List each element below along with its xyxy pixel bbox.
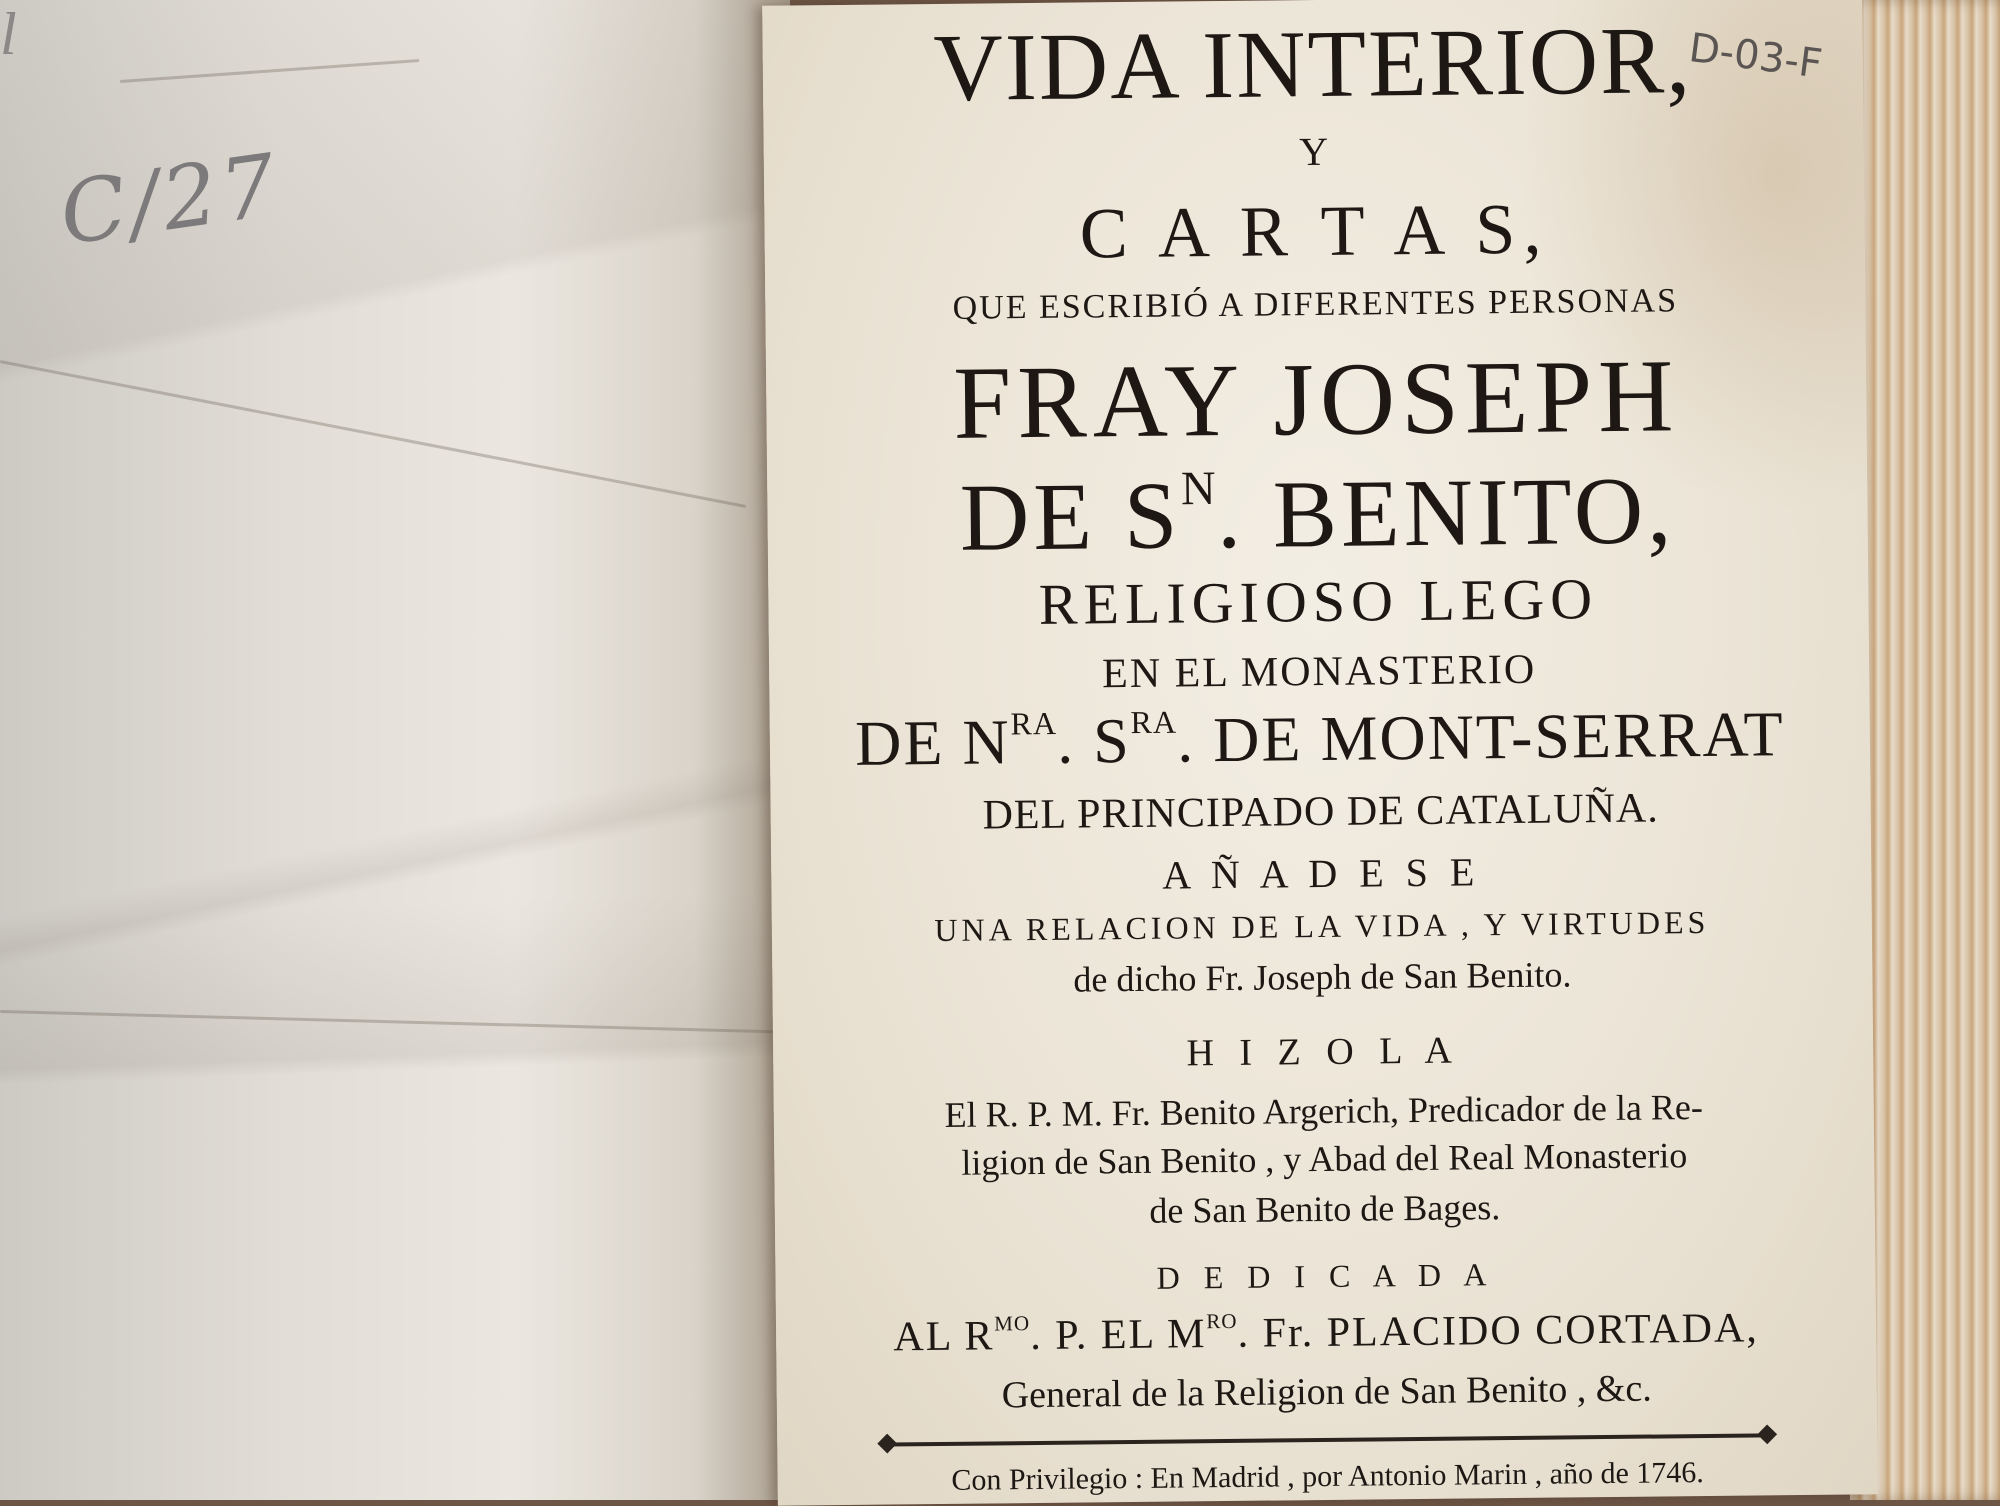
pencil-corner-mark: l [0, 1, 17, 67]
monastery-line-2: DE $N^{RA}$. $S^{RA}$. DE MONT-SERRAT [854, 698, 1785, 779]
title-line-2: Y [1299, 128, 1329, 175]
paper-crease [0, 360, 746, 508]
author-role: RELIGIOSO LEGO [1038, 566, 1599, 637]
addendum-heading: A Ñ A D E S E [1162, 849, 1481, 898]
addendum-line-1: UNA RELACION DE LA VIDA , Y VIRTUDES [934, 903, 1710, 949]
ornamental-rule [887, 1433, 1767, 1446]
compiler-line-1: El R. P. M. Fr. Benito Argerich, Predicador de la Re- [944, 1087, 1704, 1135]
monastery-line-3: DEL PRINCIPADO DE CATALUÑA. [982, 785, 1659, 839]
subtitle-line: QUE ESCRIBIÓ A DIFERENTES PERSONAS [952, 282, 1679, 327]
author-line-1: FRAY JOSEPH [952, 338, 1680, 461]
compiler-heading: H I Z O L A [1186, 1029, 1461, 1075]
compiler-line-3: de San Benito de Bages. [1149, 1187, 1501, 1231]
flyleaf-page [0, 0, 790, 1500]
shelfmark: D-03-F [1686, 24, 1826, 88]
dedication-line-1: AL $R^{MO}$. P. EL $M^{RO}$. Fr. PLACIDO CORTADA, [893, 1305, 1760, 1361]
compiler-line-2: ligion de San Benito , y Abad del Real Monasterio [961, 1135, 1688, 1183]
addendum-line-2: de dicho Fr. Joseph de San Benito. [1073, 954, 1572, 1000]
paper-crease [120, 59, 419, 83]
title-page [762, 0, 1878, 1506]
title-line-1: VIDA INTERIOR, [932, 6, 1693, 122]
dedication-heading: D E D I C A D A [1156, 1256, 1495, 1296]
author-line-2: DE $S^N$. BENITO, [959, 456, 1676, 571]
title-line-3: C A R T A S, [1079, 188, 1550, 274]
dedication-line-2: General de la Religion de San Benito , &c. [1001, 1367, 1652, 1417]
pencil-note: C/27 [54, 135, 287, 265]
paper-crease [0, 1010, 780, 1033]
monastery-line-1: EN EL MONASTERIO [1101, 646, 1537, 698]
imprint-line: Con Privilegio : En Madrid , por Antonio Marin , año de 1746. [951, 1456, 1704, 1497]
